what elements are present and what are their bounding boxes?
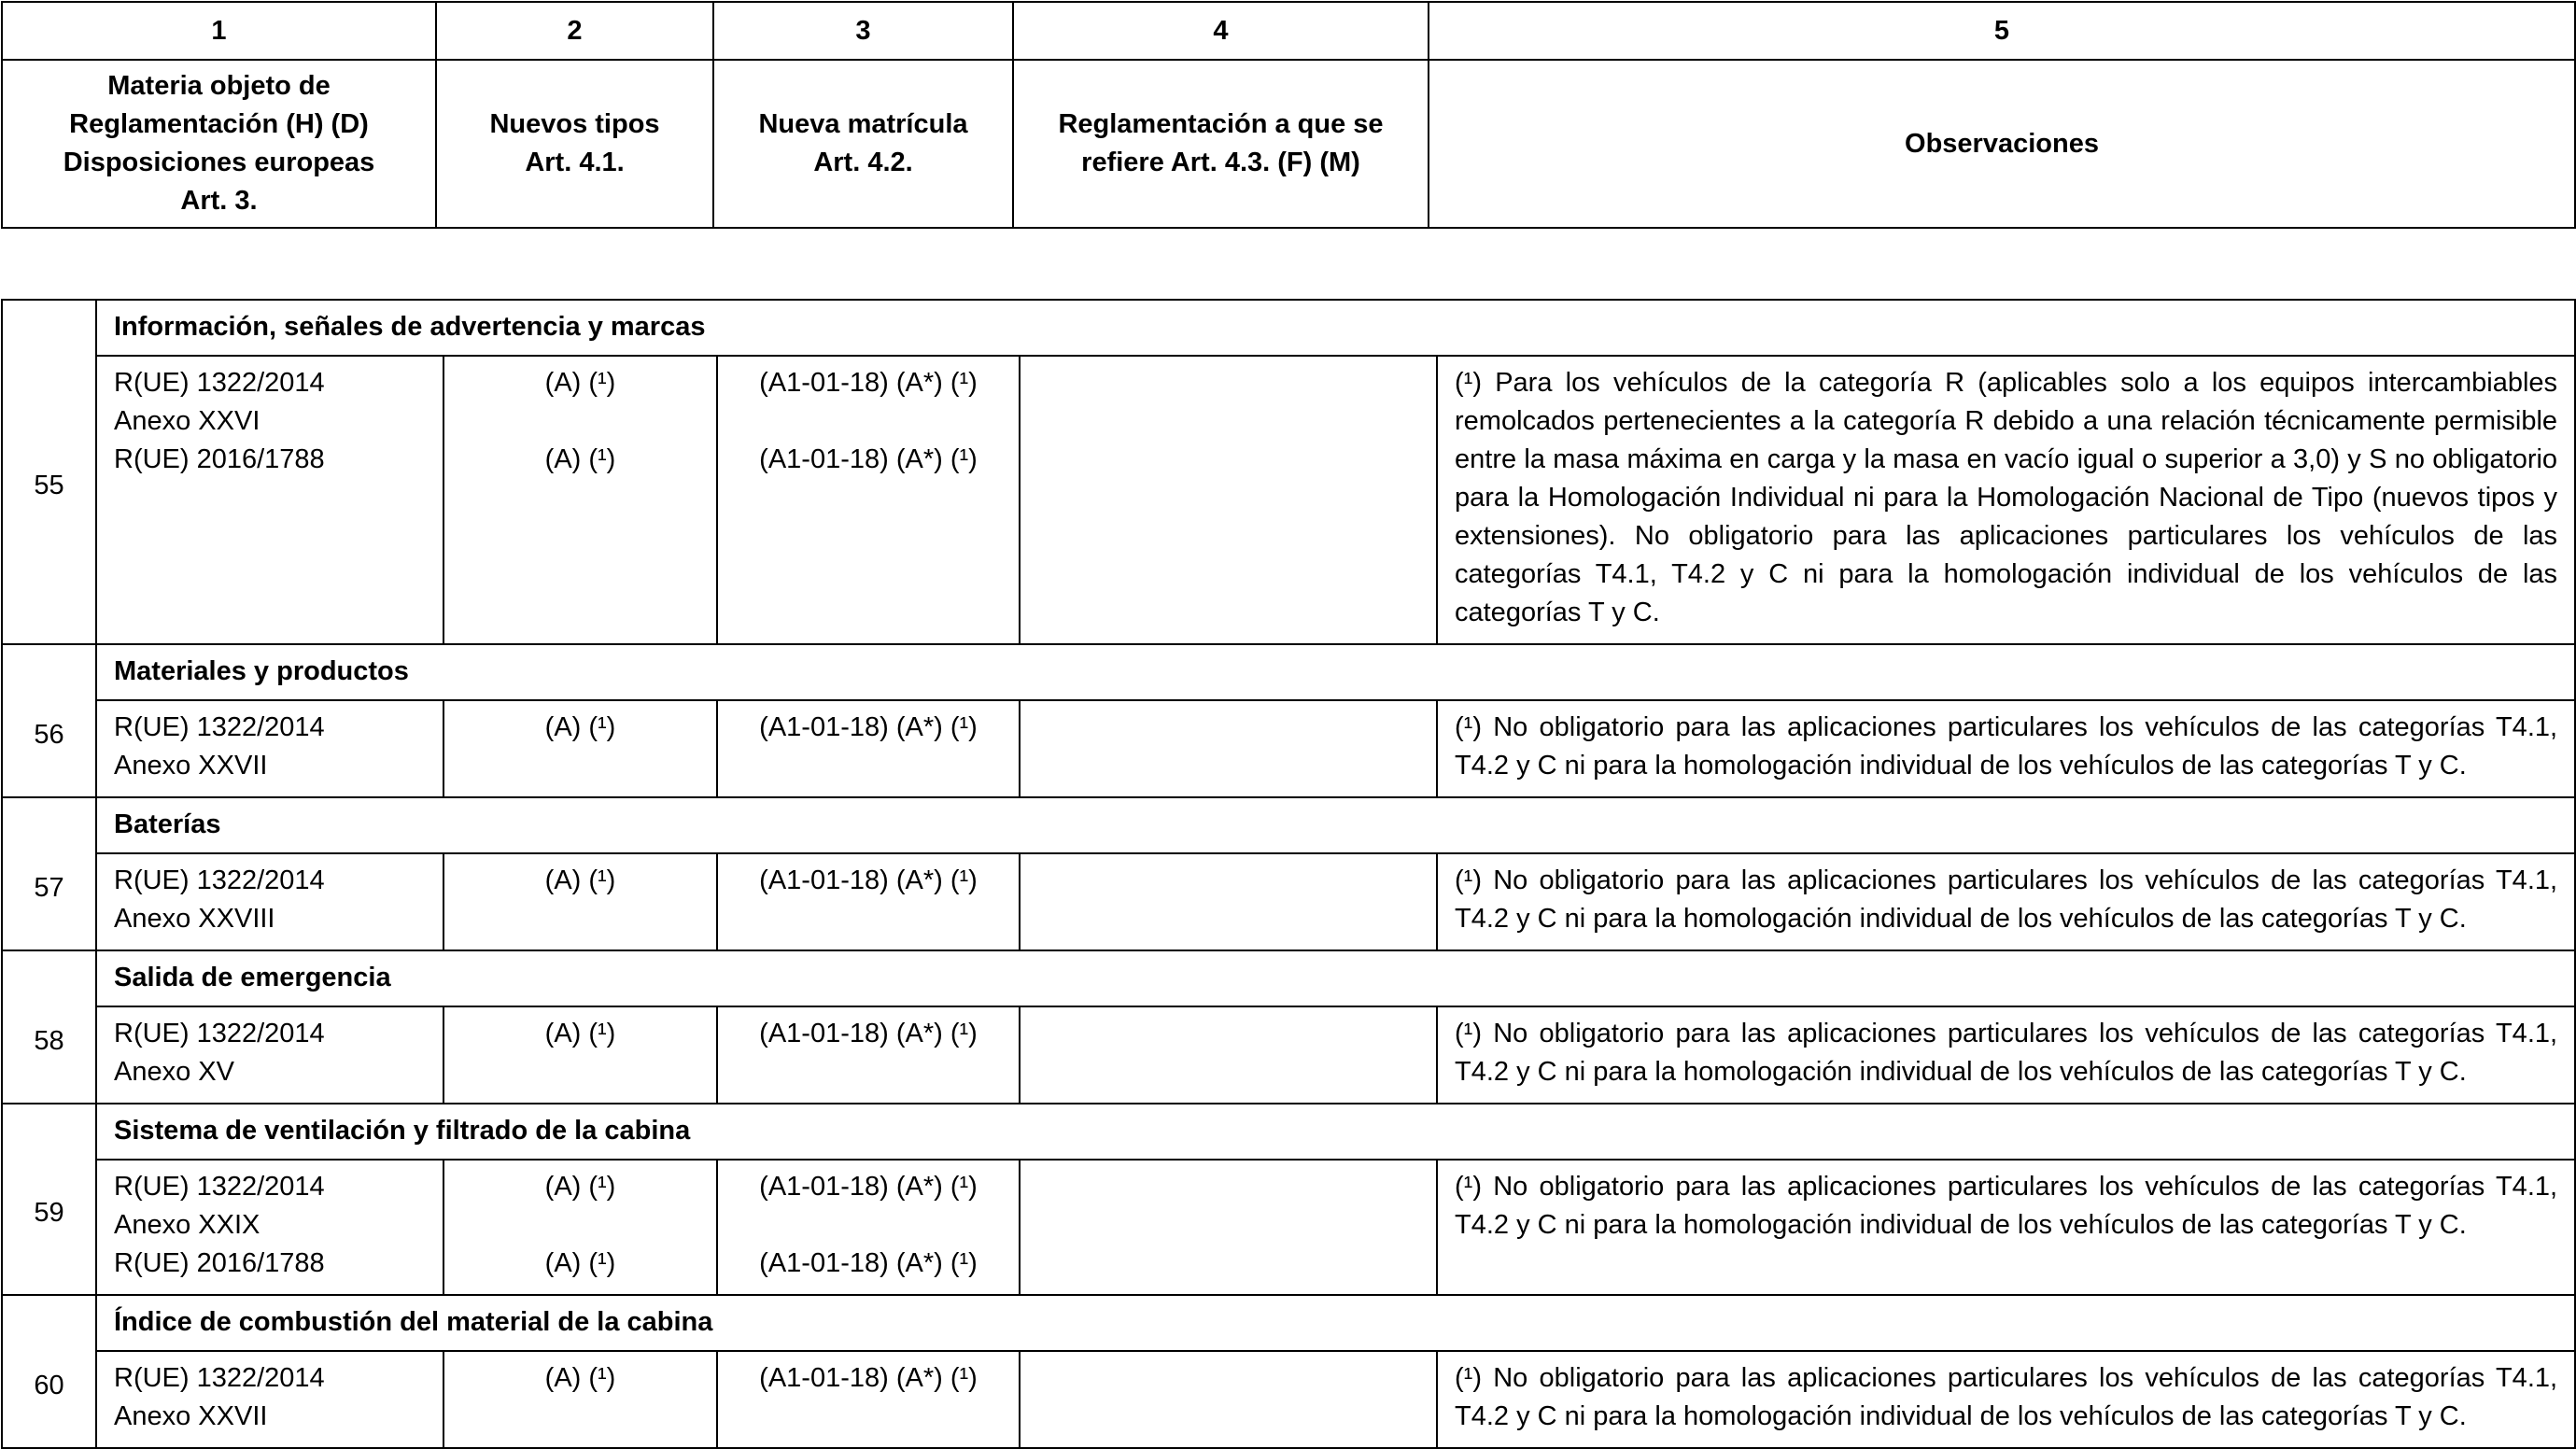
header-table <box>1 1 2576 229</box>
nueva-matricula-cell-line: (A1-01-18) (A*) (¹) <box>759 1019 978 1048</box>
regulation-cell <box>96 1006 443 1104</box>
regulation-cell-line: Anexo XXVI <box>114 406 260 436</box>
header-nueva-matricula: Nueva matrícula Art. 4.2. <box>713 60 1013 228</box>
regulation-cell <box>96 853 443 950</box>
header-nuevos-tipos: Nuevos tipos Art. 4.1. <box>436 60 713 228</box>
regulation-cell-line: R(UE) 2016/1788 <box>114 444 325 474</box>
table-row <box>2 1351 2575 1448</box>
nuevos-tipos-cell <box>443 1351 717 1448</box>
nueva-matricula-cell-line: (A1-01-18) (A*) (¹) <box>759 1363 978 1393</box>
header-number: 4 <box>1013 2 1429 60</box>
regulation-cell <box>96 1351 443 1448</box>
reglamentacion-cell <box>1020 1006 1437 1104</box>
header-label-row <box>2 60 2575 228</box>
regulation-cell-line: R(UE) 1322/2014 <box>114 865 325 895</box>
nuevos-tipos-cell-line: (A) (¹) <box>544 1019 616 1048</box>
nueva-matricula-cell-line <box>727 1206 1009 1245</box>
regulation-cell-line: Anexo XXIX <box>114 1210 260 1240</box>
nuevos-tipos-cell-line: (A) (¹) <box>544 1363 616 1393</box>
regulation-cell <box>96 356 443 644</box>
reglamentacion-cell <box>1020 853 1437 950</box>
regulation-cell-line: Anexo XXVII <box>114 1401 268 1431</box>
nuevos-tipos-cell-line: (A) (¹) <box>544 1248 616 1278</box>
regulation-cell-line: R(UE) 1322/2014 <box>114 1172 325 1202</box>
row-number: 56 <box>2 644 96 797</box>
regulation-cell <box>96 1160 443 1295</box>
nuevos-tipos-cell-line <box>454 402 707 441</box>
section-title-row <box>2 797 2575 853</box>
observaciones-cell: (¹) No obligatorio para las aplicaciones particulares los vehículos de las categorías T4.1, T4.2 y C ni para la homologación individual de los vehículos de las categorías T y C. <box>1437 700 2575 797</box>
observaciones-cell: (¹) No obligatorio para las aplicaciones particulares los vehículos de las categorías T4.1, T4.2 y C ni para la homologación individual de los vehículos de las categorías T y C. <box>1437 1006 2575 1104</box>
regulation-cell-line: R(UE) 1322/2014 <box>114 1019 325 1048</box>
reglamentacion-cell <box>1020 356 1437 644</box>
observaciones-cell: (¹) Para los vehículos de la categoría R (aplicables solo a los equipos intercambiables remolcados pertenecientes a la categoría R debido a una relación técnicamente permisible entre la masa máxima en carga y la masa en vacío igual o superior a 3,0) y S no obligatorio para la Homologación Individual ni para la Homologación Nacional de Tipo (nuevos tipos y extensiones). No obligatorio para las aplicaciones particulares los vehículos de las categorías T4.1, T4.2 y C ni para la homologación individual de los vehículos de las categorías T y C. <box>1437 356 2575 644</box>
nueva-matricula-cell-line: (A1-01-18) (A*) (¹) <box>759 444 978 474</box>
table-row <box>2 1160 2575 1295</box>
nuevos-tipos-cell <box>443 356 717 644</box>
section-title-row <box>2 644 2575 700</box>
table-row <box>2 853 2575 950</box>
header-number: 5 <box>1429 2 2575 60</box>
nuevos-tipos-cell-line <box>454 1206 707 1245</box>
regulation-cell-line: R(UE) 2016/1788 <box>114 1248 325 1278</box>
row-number: 60 <box>2 1295 96 1448</box>
nueva-matricula-cell <box>717 1160 1020 1295</box>
table-row <box>2 700 2575 797</box>
section-title: Salida de emergencia <box>96 950 2575 1006</box>
observaciones-cell: (¹) No obligatorio para las aplicaciones particulares los vehículos de las categorías T4.1, T4.2 y C ni para la homologación individual de los vehículos de las categorías T y C. <box>1437 1351 2575 1448</box>
section-title: Baterías <box>96 797 2575 853</box>
section-title-row <box>2 950 2575 1006</box>
header-number: 3 <box>713 2 1013 60</box>
row-number: 57 <box>2 797 96 950</box>
nuevos-tipos-cell <box>443 853 717 950</box>
regulation-cell-line: R(UE) 1322/2014 <box>114 712 325 742</box>
header-number-row <box>2 2 2575 60</box>
regulation-cell-line: Anexo XXVII <box>114 751 268 781</box>
nuevos-tipos-cell-line: (A) (¹) <box>544 444 616 474</box>
nueva-matricula-cell <box>717 700 1020 797</box>
regulation-cell-line: Anexo XV <box>114 1057 234 1087</box>
nuevos-tipos-cell <box>443 700 717 797</box>
reglamentacion-cell <box>1020 700 1437 797</box>
regulation-cell-line: R(UE) 1322/2014 <box>114 368 325 398</box>
observaciones-cell: (¹) No obligatorio para las aplicaciones particulares los vehículos de las categorías T4.1, T4.2 y C ni para la homologación individual de los vehículos de las categorías T y C. <box>1437 853 2575 950</box>
header-number: 1 <box>2 2 436 60</box>
nuevos-tipos-cell <box>443 1160 717 1295</box>
section-title: Materiales y productos <box>96 644 2575 700</box>
row-number: 55 <box>2 300 96 644</box>
nueva-matricula-cell-line: (A1-01-18) (A*) (¹) <box>759 712 978 742</box>
reglamentacion-cell <box>1020 1351 1437 1448</box>
section-title-row <box>2 1104 2575 1160</box>
nuevos-tipos-cell-line: (A) (¹) <box>544 865 616 895</box>
nueva-matricula-cell-line: (A1-01-18) (A*) (¹) <box>759 368 978 398</box>
nuevos-tipos-cell-line: (A) (¹) <box>544 1172 616 1202</box>
nueva-matricula-cell-line <box>727 402 1009 441</box>
nuevos-tipos-cell-line: (A) (¹) <box>544 712 616 742</box>
nuevos-tipos-cell <box>443 1006 717 1104</box>
nuevos-tipos-cell-line: (A) (¹) <box>544 368 616 398</box>
regulation-cell <box>96 700 443 797</box>
nueva-matricula-cell <box>717 853 1020 950</box>
table-row <box>2 356 2575 644</box>
regulation-cell-line: Anexo XXVIII <box>114 904 275 934</box>
section-title-row <box>2 300 2575 356</box>
header-number: 2 <box>436 2 713 60</box>
reglamentacion-cell <box>1020 1160 1437 1295</box>
nueva-matricula-cell-line: (A1-01-18) (A*) (¹) <box>759 1172 978 1202</box>
nueva-matricula-cell <box>717 1006 1020 1104</box>
nueva-matricula-cell-line: (A1-01-18) (A*) (¹) <box>759 1248 978 1278</box>
header-materia: Materia objeto de Reglamentación (H) (D) Disposiciones europeas Art. 3. <box>2 60 436 228</box>
nueva-matricula-cell <box>717 1351 1020 1448</box>
section-title: Índice de combustión del material de la cabina <box>96 1295 2575 1351</box>
header-reglamentacion: Reglamentación a que se refiere Art. 4.3. (F) (M) <box>1013 60 1429 228</box>
nueva-matricula-cell-line: (A1-01-18) (A*) (¹) <box>759 865 978 895</box>
row-number: 58 <box>2 950 96 1104</box>
regulation-table <box>1 299 2576 1449</box>
section-title: Sistema de ventilación y filtrado de la cabina <box>96 1104 2575 1160</box>
nueva-matricula-cell <box>717 356 1020 644</box>
section-title: Información, señales de advertencia y marcas <box>96 300 2575 356</box>
observaciones-cell: (¹) No obligatorio para las aplicaciones particulares los vehículos de las categorías T4.1, T4.2 y C ni para la homologación individual de los vehículos de las categorías T y C. <box>1437 1160 2575 1295</box>
header-observaciones: Observaciones <box>1429 60 2575 228</box>
section-title-row <box>2 1295 2575 1351</box>
regulation-cell-line: R(UE) 1322/2014 <box>114 1363 325 1393</box>
table-row <box>2 1006 2575 1104</box>
row-number: 59 <box>2 1104 96 1295</box>
